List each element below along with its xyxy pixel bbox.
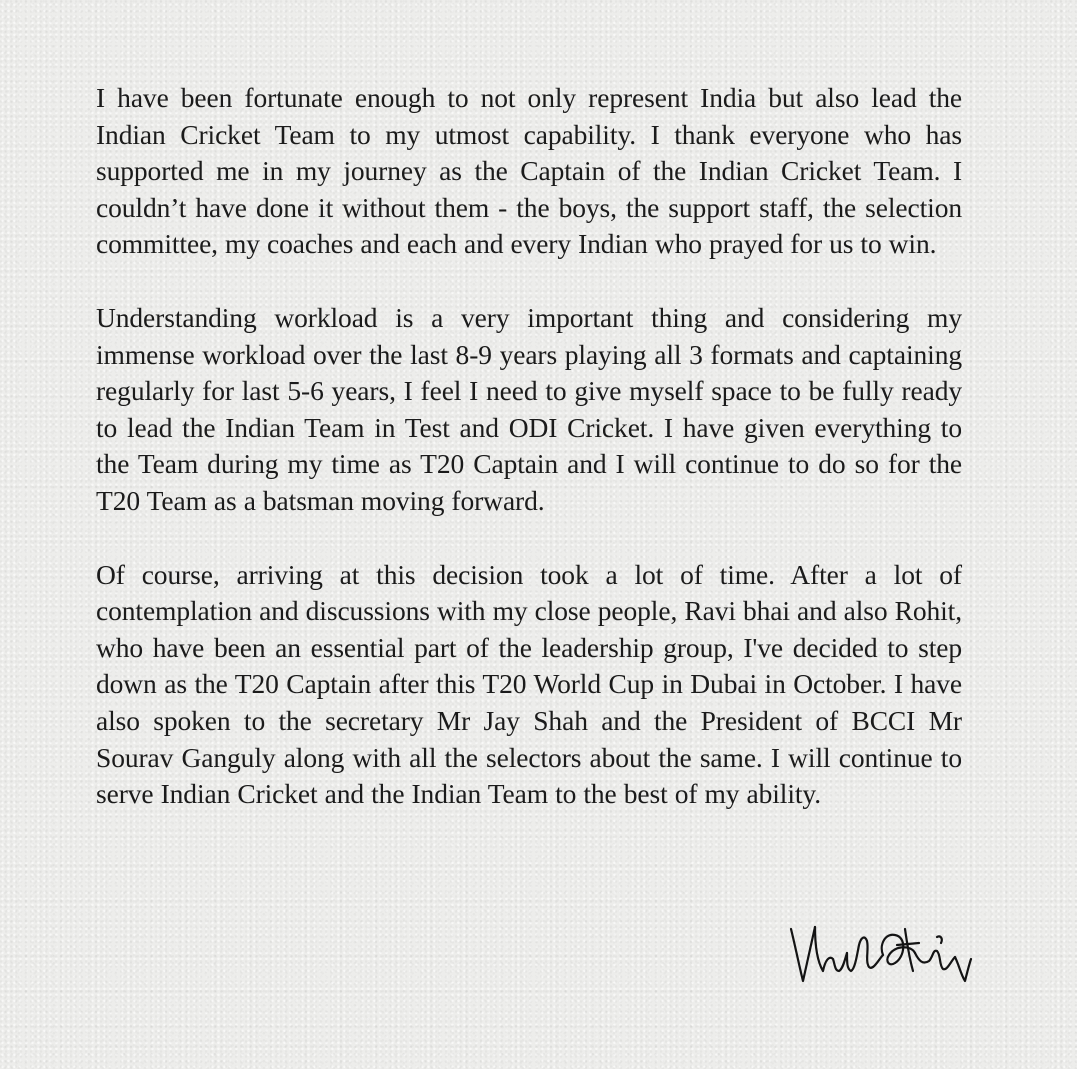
signature bbox=[785, 915, 975, 1000]
paragraph-1: I have been fortunate enough to not only represent India but also lead the Indian Cricket Team to my utmost capability. I thank everyone who has supported me in my journey as the Captain of the Indian Cricket Team. I couldn’t have done it without them - the boys, the support staff, the selection committee, my coaches and each and every Indian who prayed for us to win. bbox=[96, 82, 962, 260]
paragraph-2: Understanding workload is a very important thing and considering my immense workload over the last 8-9 years playing all 3 formats and captaining regularly for last 5-6 years, I feel I need to give myself space to be fully ready to lead the Indian Team in Test and ODI Cricket. I have given everything to the Team during my time as T20 Captain and I will continue to do so for the T20 Team as a batsman moving forward. bbox=[96, 301, 962, 516]
paragraph-3: Of course, arriving at this decision took a lot of time. After a lot of contemplation and discussions with my close people, Ravi bhai and also Rohit, who have been an essential part of the leadership group, I've decided to step down as the T20 Captain after this T20 World Cup in Dubai in October. I have also spoken to the secretary Mr Jay Shah and the President of BCCI Mr Sourav Ganguly along with all the selectors about the same. I will continue to serve Indian Cricket and the Indian Team to the best of my ability. bbox=[96, 558, 962, 810]
letter-body bbox=[96, 80, 962, 850]
